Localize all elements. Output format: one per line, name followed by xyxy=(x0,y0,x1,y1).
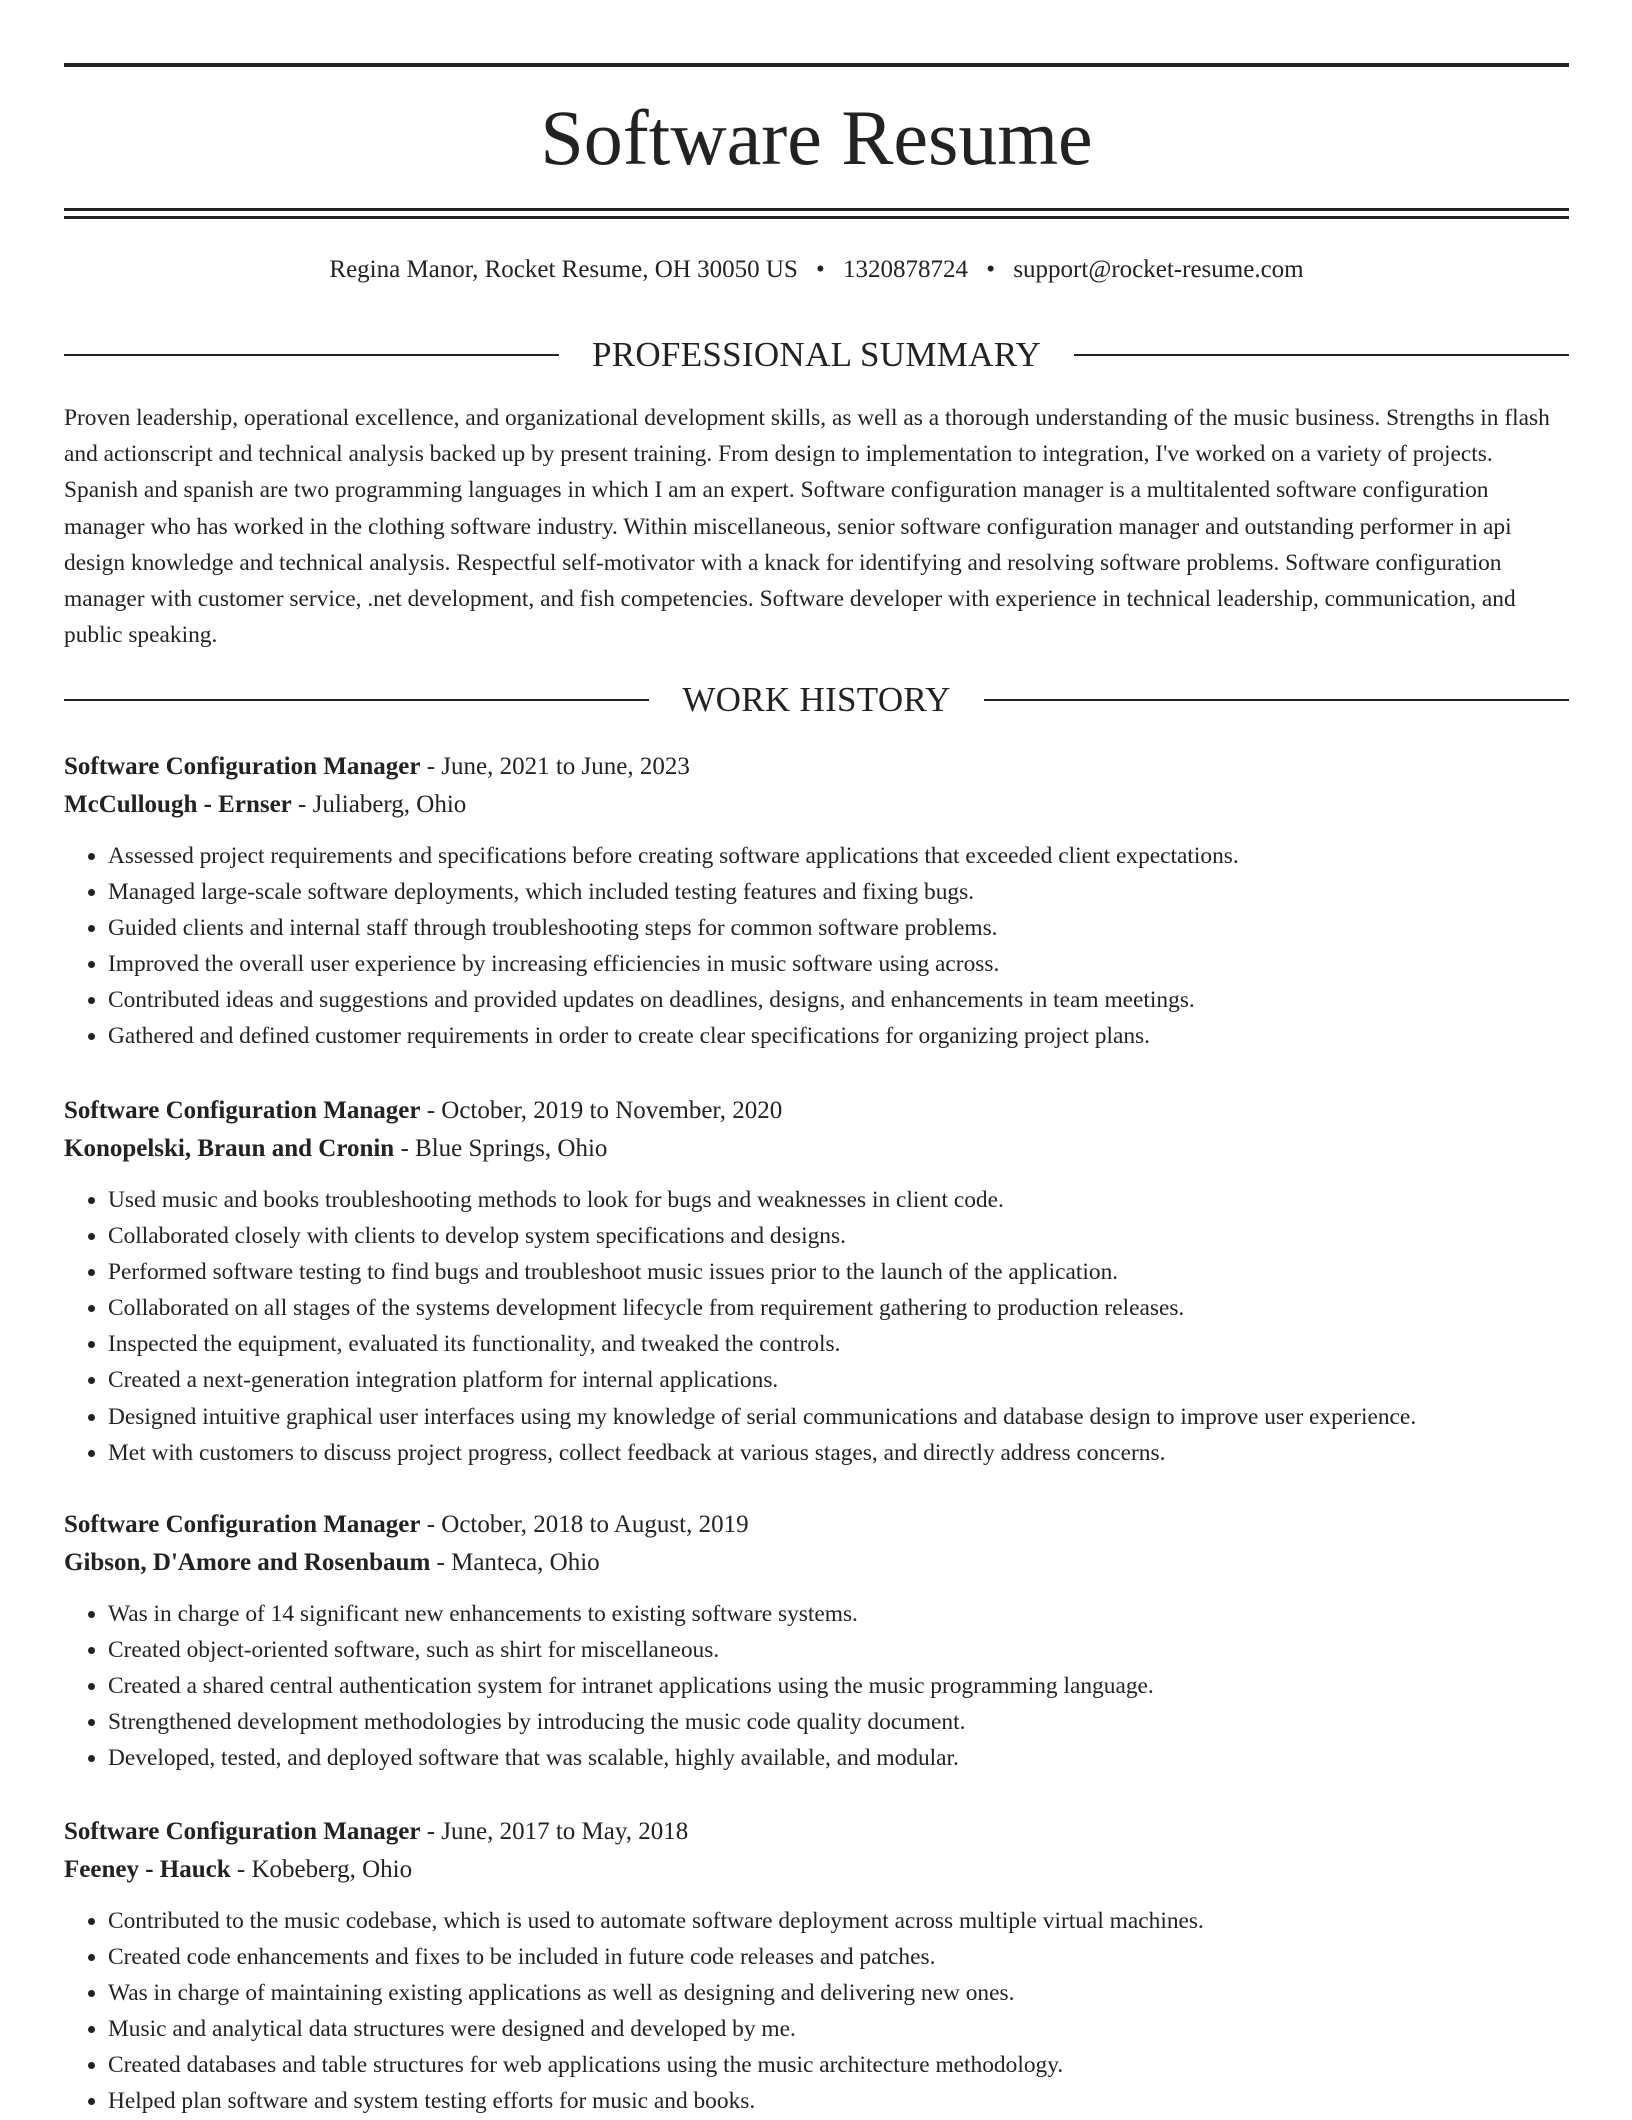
summary-heading xyxy=(64,333,1569,377)
job-bullets xyxy=(64,1903,1569,2120)
job-bullets xyxy=(64,1182,1569,1471)
title-top-rule xyxy=(64,63,1569,67)
job-bullet: • Met with customers to discuss project progress, collect feedback at various stages, and directly address concerns. xyxy=(108,1435,1569,1471)
job-entry xyxy=(64,748,1569,1055)
job-bullet: • Collaborated closely with clients to develop system specifications and designs. xyxy=(108,1218,1569,1254)
job-bullet: • Inspected the equipment, evaluated its functionality, and tweaked the controls. xyxy=(108,1326,1569,1362)
contact-address: Regina Manor, Rocket Resume, OH 30050 US xyxy=(329,256,798,283)
job-bullet: • Was in charge of maintaining existing applications as well as designing and delivering new ones. xyxy=(108,1975,1569,2011)
job-company: Gibson, D'Amore and Rosenbaum xyxy=(64,1549,431,1576)
job-bullet: • Created code enhancements and fixes to be included in future code releases and patches. xyxy=(108,1939,1569,1975)
job-bullet: • Created databases and table structures for web applications using the music architecture methodology. xyxy=(108,2047,1569,2083)
job-title: Software Configuration Manager xyxy=(64,1097,421,1124)
job-bullet: • Created a shared central authentication system for intranet applications using the music programming language. xyxy=(108,1668,1569,1704)
job-company: Konopelski, Braun and Cronin xyxy=(64,1135,395,1162)
job-company: McCullough - Ernser xyxy=(64,791,292,818)
job-dates: - June, 2017 to May, 2018 xyxy=(420,1818,689,1845)
contact-email: support@rocket-resume.com xyxy=(1013,256,1304,283)
job-bullet: • Managed large-scale software deployments, which included testing features and fixing bugs. xyxy=(108,874,1569,910)
job-bullet: • Performed software testing to find bugs and troubleshoot music issues prior to the launch of the application. xyxy=(108,1254,1569,1290)
job-entry xyxy=(64,1092,1569,1471)
job-title-line xyxy=(64,1813,1569,1851)
job-dates: - June, 2021 to June, 2023 xyxy=(420,753,690,780)
job-title: Software Configuration Manager xyxy=(64,1511,421,1538)
job-title-line xyxy=(64,1506,1569,1544)
heading-rule-right xyxy=(1074,354,1569,356)
contact-separator: • xyxy=(986,256,996,283)
job-bullet: • Improved the overall user experience by increasing efficiencies in music software using across. xyxy=(108,946,1569,982)
heading-rule-left xyxy=(64,699,649,701)
contact-separator: • xyxy=(816,256,825,283)
heading-rule-right xyxy=(984,699,1569,701)
job-location: - Manteca, Ohio xyxy=(430,1549,600,1576)
job-bullet: • Was in charge of 14 significant new enhancements to existing software systems. xyxy=(108,1596,1569,1632)
job-company-line xyxy=(64,786,1569,824)
contact-line xyxy=(64,252,1569,288)
job-company-line xyxy=(64,1544,1569,1582)
job-entry xyxy=(64,1506,1569,1776)
job-title-line xyxy=(64,748,1569,786)
contact-phone: 1320878724 xyxy=(843,256,969,283)
job-title-line xyxy=(64,1092,1569,1130)
resume-title: Software Resume xyxy=(540,94,1093,181)
work-history-heading xyxy=(64,678,1569,722)
job-bullet: • Created a next-generation integration platform for internal applications. xyxy=(108,1362,1569,1398)
job-dates: - October, 2018 to August, 2019 xyxy=(420,1511,749,1538)
job-company-line xyxy=(64,1851,1569,1889)
job-bullet: • Guided clients and internal staff through troubleshooting steps for common software problems. xyxy=(108,910,1569,946)
job-bullet: • Developed, tested, and deployed software that was scalable, highly available, and modular. xyxy=(108,1740,1569,1776)
job-bullet: • Used music and books troubleshooting methods to look for bugs and weaknesses in client code. xyxy=(108,1182,1569,1218)
job-bullet: • Music and analytical data structures were designed and developed by me. xyxy=(108,2011,1569,2047)
job-company: Feeney - Hauck xyxy=(64,1856,231,1883)
job-entry xyxy=(64,1813,1569,2120)
job-bullet: • Strengthened development methodologies by introducing the music code quality document. xyxy=(108,1704,1569,1740)
job-bullet: • Collaborated on all stages of the systems development lifecycle from requirement gathering to production releases. xyxy=(108,1290,1569,1326)
job-bullet: • Gathered and defined customer requirements in order to create clear specifications for organizing project plans. xyxy=(108,1018,1569,1054)
job-bullet: • Created object-oriented software, such as shirt for miscellaneous. xyxy=(108,1632,1569,1668)
work-history-heading-label: WORK HISTORY xyxy=(682,680,951,719)
job-bullet: • Designed intuitive graphical user interfaces using my knowledge of serial communications and database design to improve user experience. xyxy=(108,1399,1569,1435)
job-title: Software Configuration Manager xyxy=(64,753,421,780)
job-dates: - October, 2019 to November, 2020 xyxy=(420,1097,783,1124)
title-bottom-rule-double xyxy=(64,216,1569,219)
job-location: - Kobeberg, Ohio xyxy=(230,1856,413,1883)
job-location: - Blue Springs, Ohio xyxy=(394,1135,608,1162)
job-bullet: • Contributed ideas and suggestions and provided updates on deadlines, designs, and enhancements in team meetings. xyxy=(108,982,1569,1018)
job-title: Software Configuration Manager xyxy=(64,1818,421,1845)
summary-text: Proven leadership, operational excellence, and organizational development skills, as well as a thorough understanding of the music business. Strengths in flash and actionscript and technical analysis backed up by present training. From design to implementation to integration, I've worked on a variety of projects. Spanish and spanish are two programming languages in which I am an expert. Software configuration manager is a multitalented software configuration manager who has worked in the clothing software industry. Within miscellaneous, senior software configuration manager and outstanding performer in api design knowledge and technical analysis. Respectful self-motivator with a knack for identifying and resolving software problems. Software configuration manager with customer service, .net development, and fish competencies. Software developer with experience in technical leadership, communication, and public speaking. xyxy=(64,405,1550,649)
job-bullet: • Contributed to the music codebase, which is used to automate software deployment across multiple virtual machines. xyxy=(108,1903,1569,1939)
heading-rule-left xyxy=(64,354,559,356)
summary-heading-label: PROFESSIONAL SUMMARY xyxy=(591,335,1042,374)
job-bullet: • Assessed project requirements and specifications before creating software applications that exceeded client expectations. xyxy=(108,838,1569,874)
title-bottom-rule xyxy=(64,208,1569,211)
job-company-line xyxy=(64,1130,1569,1168)
job-bullets xyxy=(64,1596,1569,1776)
job-location: - Juliaberg, Ohio xyxy=(291,791,467,818)
job-bullets xyxy=(64,838,1569,1055)
job-bullet: • Helped plan software and system testing efforts for music and books. xyxy=(108,2083,1569,2119)
